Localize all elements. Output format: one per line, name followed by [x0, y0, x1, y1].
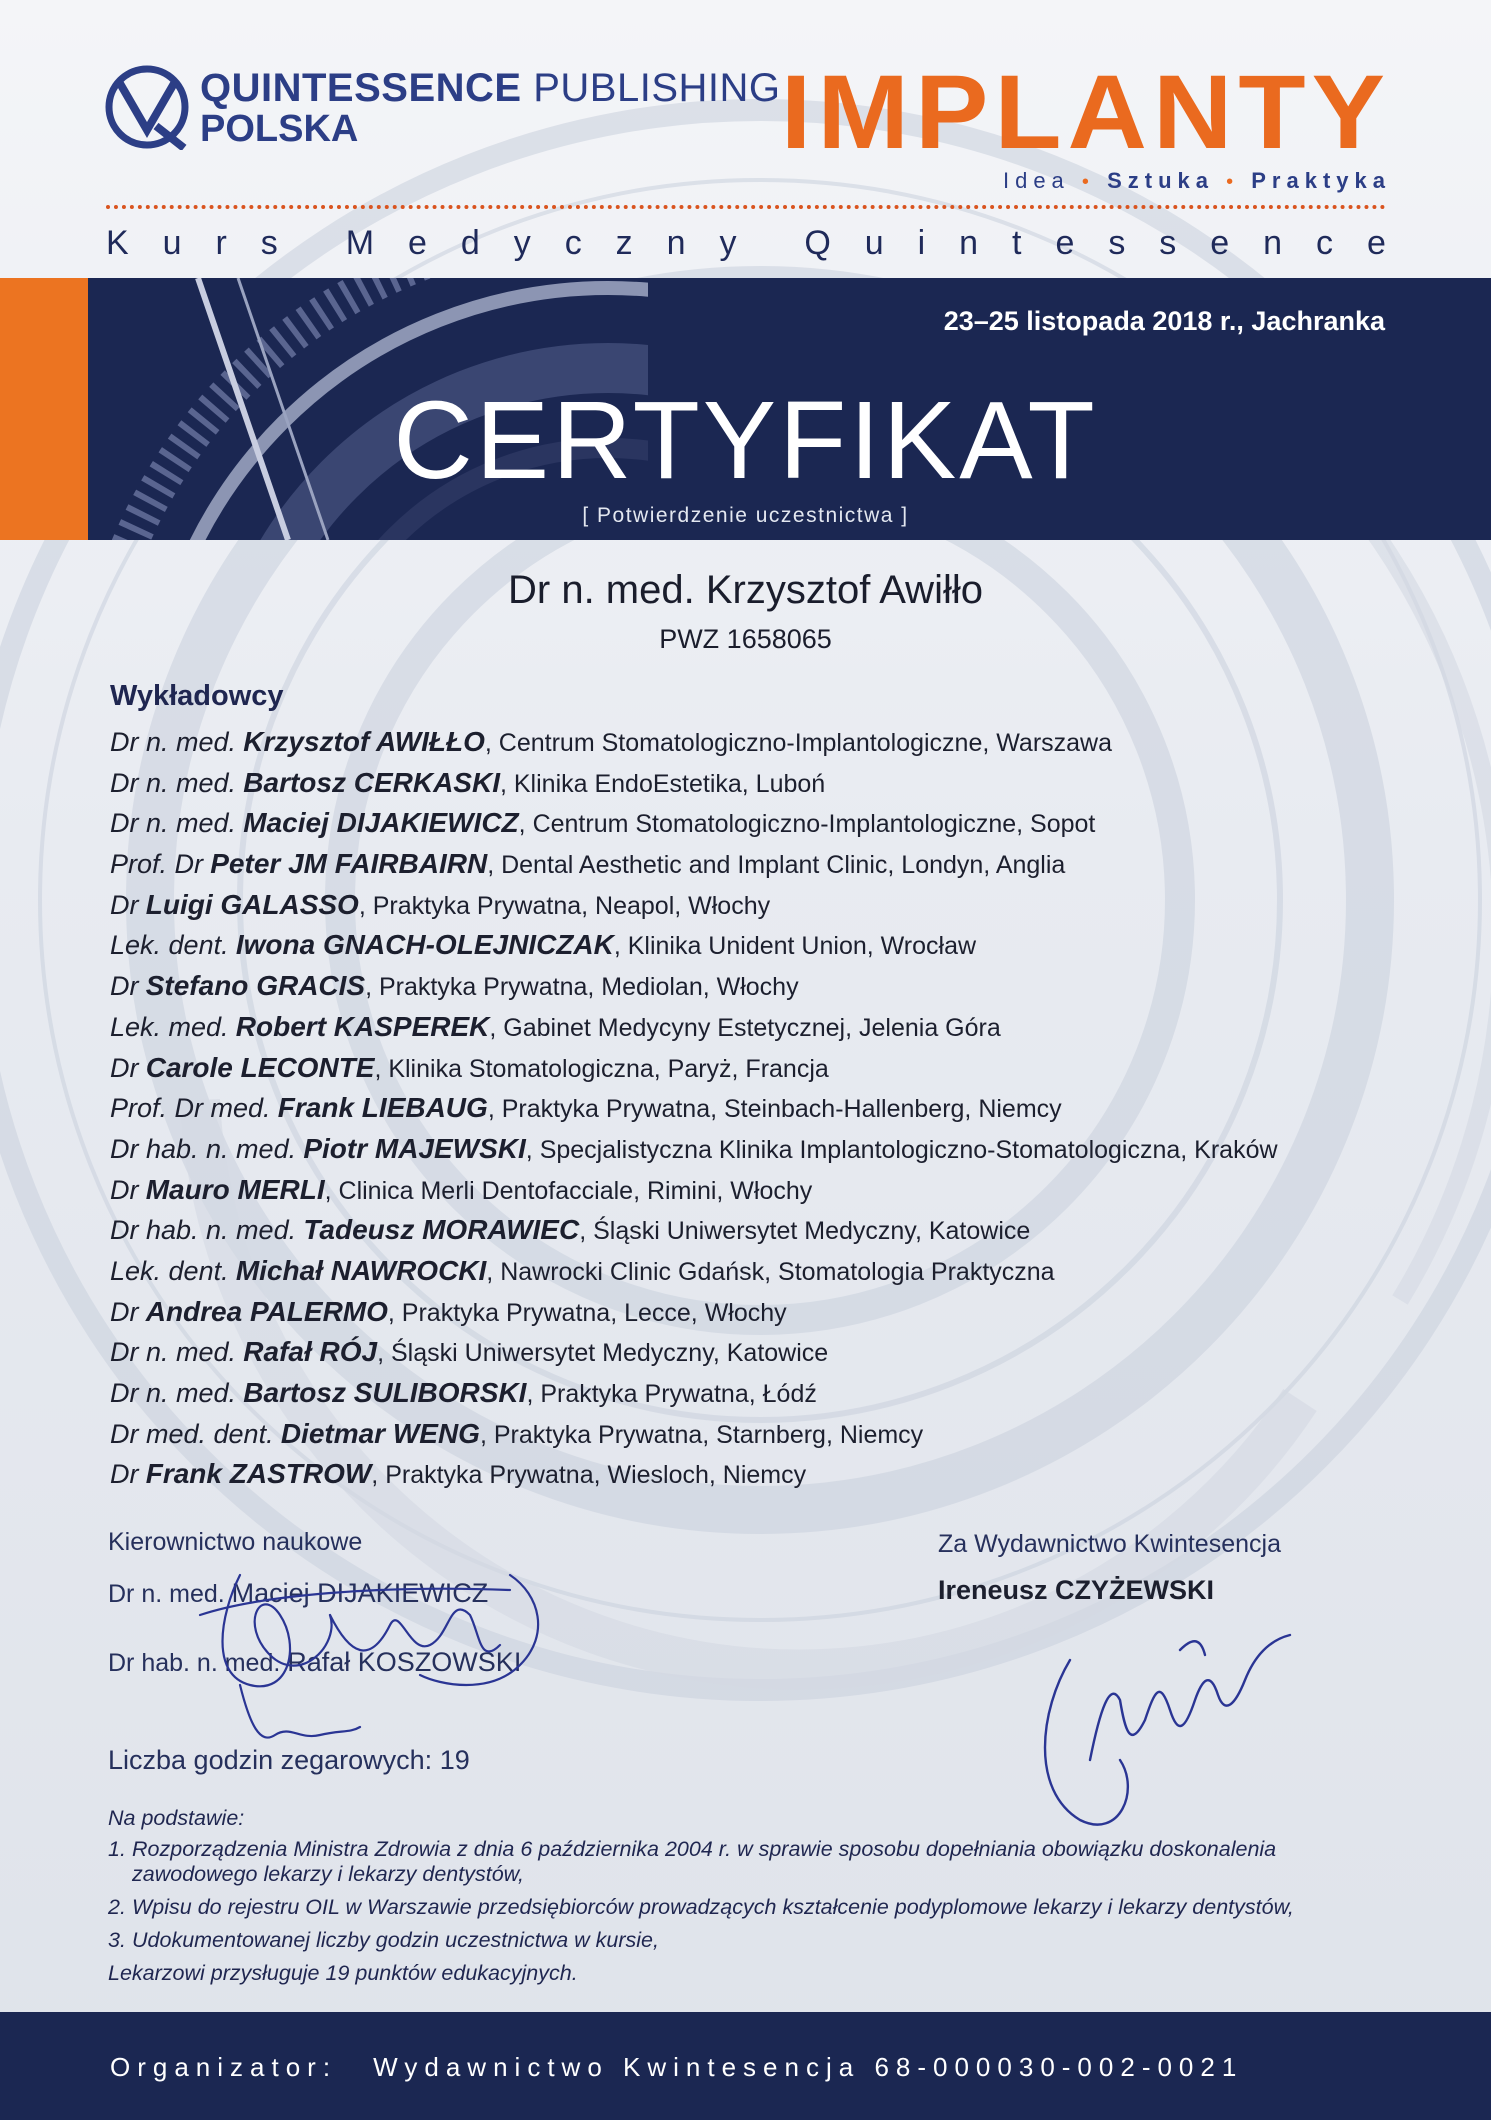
lecturer-title: Lek. med.: [110, 1011, 229, 1042]
basis-item-number: 2.: [108, 1895, 126, 1919]
course-series-letter: s: [260, 224, 278, 262]
lecturer-title: Dr: [110, 1296, 139, 1327]
lecturer-item: [110, 1414, 1410, 1455]
certificate-subtitle: [ Potwierdzenie uczestnictwa ]: [582, 504, 909, 527]
lecturer-title: Dr: [110, 971, 139, 1002]
lecturer-item: [110, 1292, 1410, 1333]
publisher-signatory-heading: Za Wydawnictwo Kwintesencja: [938, 1530, 1281, 1558]
basis-item-text: Rozporządzenia Ministra Zdrowia z dnia 6 października 2004 r. w sprawie sposobu dopełniania obowiązku doskonalenia zawodowego lekarzy i lekarzy dentystów,: [132, 1837, 1277, 1886]
education-points-statement: Lekarzowi przysługuje 19 punktów edukacyjnych.: [108, 1961, 578, 1985]
lecturer-name: Luigi GALASSO: [145, 888, 359, 920]
lecturer-item: [110, 1210, 1410, 1251]
course-series-letter: n: [1263, 224, 1283, 262]
lecturer-affiliation: , Praktyka Prywatna, Neapol, Włochy: [358, 891, 771, 920]
lecturer-title: Dr n. med.: [110, 727, 237, 757]
basis-item-text: Wpisu do rejestru OIL w Warszawie przedsiębiorców prowadzących kształcenie podyplomowe lekarzy i lekarzy dentystów,: [132, 1895, 1294, 1919]
lecturer-title: Dr n. med.: [110, 1337, 237, 1368]
basis-item-text: Udokumentowanej liczby godzin uczestnictwa w kursie,: [132, 1928, 659, 1952]
lecturer-item: [110, 885, 1410, 926]
basis-item-number: 1.: [108, 1837, 126, 1861]
tagline-idea: Idea: [1002, 168, 1070, 193]
legal-basis-list: [108, 1837, 1398, 1953]
lecturer-affiliation: , Klinika Stomatologiczna, Paryż, Francja: [374, 1054, 829, 1083]
director-2-name: Rafał KOSZOWSKI: [287, 1647, 522, 1677]
course-series-letter: e: [1210, 224, 1230, 262]
lecturer-name: Peter JM FAIRBAIRN: [210, 848, 488, 880]
director-1-title: Dr n. med.: [108, 1580, 225, 1608]
tagline-sztuka: Sztuka: [1107, 168, 1214, 193]
certificate-banner: [0, 278, 1491, 540]
lecturer-affiliation: , Centrum Stomatologiczno-Implantologiczne, Sopot: [518, 810, 1096, 839]
lecturer-name: Bartosz SULIBORSKI: [243, 1377, 527, 1408]
basis-item-number: 3.: [108, 1928, 126, 1952]
course-series-letter: s: [1159, 224, 1177, 262]
lecturer-item: [110, 1048, 1410, 1089]
lecturer-affiliation: , Klinika Unident Union, Wrocław: [613, 932, 977, 961]
lecturer-affiliation: , Gabinet Medycyny Estetycznej, Jelenia Góra: [489, 1013, 1001, 1042]
lecturer-name: Andrea PALERMO: [145, 1295, 388, 1327]
lecturer-title: Dr: [110, 1174, 139, 1205]
lecturer-title: Dr: [110, 889, 139, 920]
lecturer-item: [110, 1088, 1410, 1129]
lecturer-affiliation: , Praktyka Prywatna, Wiesloch, Niemcy: [371, 1461, 807, 1490]
lecturer-affiliation: , Praktyka Prywatna, Steinbach-Hallenberg, Niemcy: [487, 1095, 1062, 1124]
course-series-letter: s: [1108, 224, 1126, 262]
director-1-name: Maciej DIJAKIEWICZ: [231, 1578, 489, 1608]
course-series-letter: n: [666, 224, 686, 262]
participant-pwz: PWZ 1658065: [659, 624, 832, 654]
course-dates: 23–25 listopada 2018 r., Jachranka: [943, 306, 1385, 336]
lecturer-name: Mauro MERLI: [145, 1173, 325, 1205]
lecturer-name: Rafał RÓJ: [243, 1336, 378, 1368]
publisher-name-rest: PUBLISHING: [533, 66, 781, 110]
lecturer-item: [110, 763, 1410, 804]
lecturer-name: Krzysztof AWIŁŁO: [243, 726, 485, 757]
lecturer-title: Lek. dent.: [110, 1255, 229, 1286]
legal-basis-item: [108, 1837, 1398, 1887]
lecturer-name: Stefano GRACIS: [145, 970, 366, 1002]
lecturer-item: [110, 844, 1410, 885]
lecturer-affiliation: , Dental Aesthetic and Implant Clinic, Londyn, Anglia: [487, 851, 1066, 880]
lecturer-affiliation: , Praktyka Prywatna, Łódź: [526, 1380, 817, 1408]
brand-tagline: [1003, 168, 1391, 194]
director-2-title: Dr hab. n. med.: [108, 1649, 281, 1677]
lecturer-title: Dr: [110, 1459, 139, 1490]
course-series-letter: e: [407, 224, 427, 262]
course-series-letter: c: [564, 224, 582, 262]
lecturer-title: Dr med. dent.: [110, 1418, 274, 1449]
lecturer-affiliation: , Praktyka Prywatna, Lecce, Włochy: [387, 1298, 787, 1327]
course-series-letter: Q: [804, 224, 831, 262]
organizer-number: 68-000030-002-0021: [874, 2052, 1244, 2082]
lecturer-name: Frank LIEBAUG: [277, 1092, 488, 1124]
lecturer-item: [110, 722, 1410, 763]
lecturer-affiliation: , Clinica Merli Dentofacciale, Rimini, Włochy: [324, 1176, 813, 1205]
lecturer-name: Piotr MAJEWSKI: [303, 1132, 526, 1164]
lecturer-item: [110, 803, 1410, 844]
course-series-letter: r: [215, 224, 227, 262]
course-series-letter: u: [162, 224, 182, 262]
lecturer-name: Maciej DIJAKIEWICZ: [243, 807, 519, 839]
lecturers-list: [110, 722, 1410, 1495]
lecturer-item: [110, 1251, 1410, 1292]
lecturer-name: Dietmar WENG: [280, 1417, 480, 1449]
course-series-letter: n: [959, 224, 979, 262]
lecturer-affiliation: , Klinika EndoEstetika, Luboń: [499, 769, 826, 798]
lecturer-item: [110, 1007, 1410, 1048]
course-series-letter: t: [1012, 224, 1022, 262]
lecturer-item: [110, 1454, 1410, 1495]
course-series-letter: u: [864, 224, 884, 262]
implanty-brand-title: IMPLANTY: [780, 54, 1391, 171]
organizer-name: Wydawnictwo Kwintesencja: [373, 2052, 861, 2082]
certificate-title: CERTYFIKAT: [393, 379, 1098, 502]
lecturer-affiliation: , Praktyka Prywatna, Mediolan, Włochy: [365, 973, 799, 1002]
course-series-letter: z: [615, 224, 633, 262]
publisher-signatory-name: Ireneusz CZYŻEWSKI: [938, 1575, 1215, 1605]
hours-line: [108, 1745, 470, 1776]
lecturer-title: Prof. Dr med.: [110, 1093, 271, 1124]
lecturer-item: [110, 1332, 1410, 1373]
dotted-divider: [106, 205, 1386, 209]
lecturer-name: Tadeusz MORAWIEC: [303, 1214, 580, 1246]
lecturer-title: Dr hab. n. med.: [110, 1133, 297, 1164]
hours-value: 19: [439, 1745, 470, 1775]
lecturer-item: [110, 966, 1410, 1007]
course-series-letter: K: [106, 224, 129, 262]
lecturer-name: Bartosz CERKASKI: [243, 766, 500, 798]
course-series-letter: e: [1055, 224, 1075, 262]
handwritten-signature-left: [180, 1555, 580, 1755]
legal-basis-item: [108, 1928, 1398, 1953]
lecturer-affiliation: , Śląski Uniwersytet Medyczny, Katowice: [377, 1339, 829, 1368]
tagline-bullet: •: [1081, 171, 1095, 193]
footer-bar: [0, 2012, 1491, 2120]
tagline-bullet: •: [1226, 171, 1240, 193]
organizer-line: [110, 2052, 1243, 2083]
publisher-name-line2: POLSKA: [200, 108, 359, 150]
hours-label: Liczba godzin zegarowych:: [108, 1745, 433, 1775]
course-series-letter: e: [1366, 224, 1386, 262]
course-series-letter: i: [917, 224, 926, 262]
course-series-letter: y: [719, 224, 737, 262]
lecturer-affiliation: , Specjalistyczna Klinika Implantologiczno-Stomatologiczna, Kraków: [525, 1135, 1278, 1164]
legal-basis-item: [108, 1895, 1398, 1920]
tagline-praktyka: Praktyka: [1251, 168, 1391, 193]
lecturers-heading: Wykładowcy: [110, 680, 284, 712]
publisher-name-bold: QUINTESSENCE: [200, 66, 522, 110]
lecturer-name: Frank ZASTROW: [145, 1458, 372, 1490]
lecturer-affiliation: , Praktyka Prywatna, Starnberg, Niemcy: [479, 1420, 924, 1449]
course-series-letter: d: [460, 224, 480, 262]
lecturer-name: Robert KASPEREK: [235, 1010, 490, 1042]
legal-basis-heading: Na podstawie:: [108, 1806, 245, 1830]
lecturer-title: Dr n. med.: [110, 1378, 237, 1408]
legal-basis-section: [108, 1806, 1398, 1986]
lecturer-title: Lek. dent.: [110, 930, 229, 961]
lecturer-affiliation: , Śląski Uniwersytet Medyczny, Katowice: [579, 1217, 1031, 1246]
lecturer-title: Dr n. med.: [110, 808, 237, 839]
lecturer-affiliation: , Nawrocki Clinic Gdańsk, Stomatologia Praktyczna: [486, 1257, 1055, 1286]
lecturer-item: [110, 925, 1410, 966]
scientific-direction-heading: Kierownictwo naukowe: [108, 1528, 363, 1556]
participant-name: Dr n. med. Krzysztof Awiłło: [508, 568, 983, 612]
lecturer-title: Prof. Dr: [110, 849, 204, 880]
lecturer-name: Iwona GNACH-OLEJNICZAK: [235, 929, 614, 961]
lecturer-name: Michał NAWROCKI: [235, 1254, 487, 1286]
lecturer-title: Dr n. med.: [110, 767, 237, 798]
course-series-letter: c: [1315, 224, 1333, 262]
course-series-letter: y: [513, 224, 531, 262]
quintessence-logo-icon: [104, 64, 190, 150]
lecturer-affiliation: , Centrum Stomatologiczno-Implantologiczne, Warszawa: [484, 729, 1113, 757]
lecturer-item: [110, 1373, 1410, 1414]
organizer-label: Organizator:: [110, 2052, 338, 2082]
lecturer-item: [110, 1129, 1410, 1170]
course-series-title: [106, 224, 1386, 263]
lecturer-item: [110, 1170, 1410, 1211]
course-series-letter: M: [345, 224, 375, 262]
lecturer-title: Dr hab. n. med.: [110, 1215, 297, 1246]
publisher-name-line1: [200, 66, 781, 111]
lecturer-title: Dr: [110, 1052, 139, 1083]
lecturer-name: Carole LECONTE: [145, 1051, 375, 1083]
